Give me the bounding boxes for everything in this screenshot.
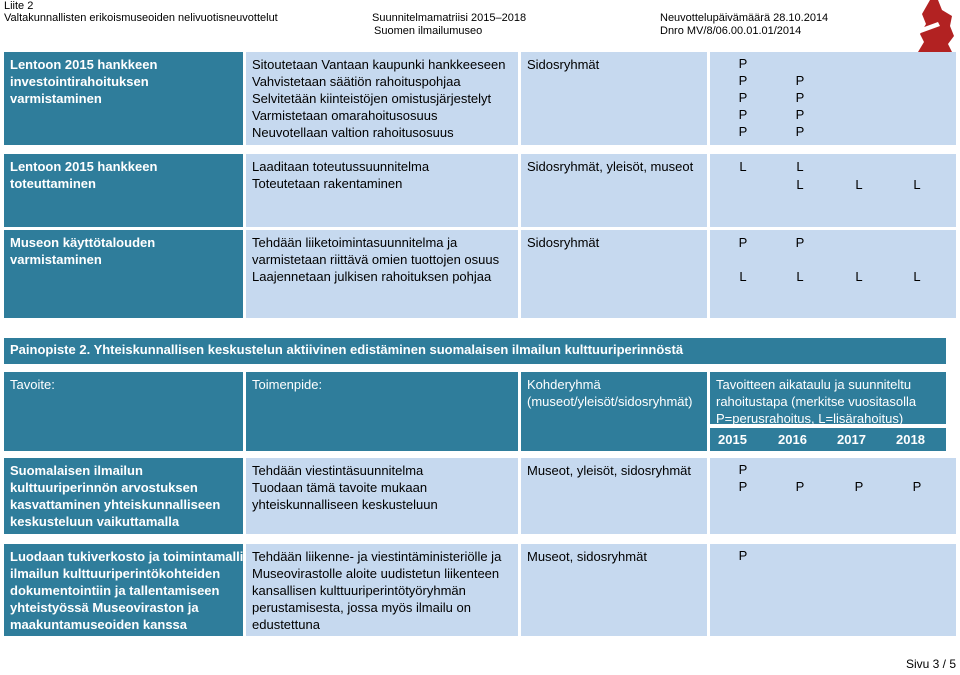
focus-area-text: Painopiste 2. Yhteiskunnallisen keskustelun aktiivinen edistäminen suomalaisen ilmailun kulttuuriperinnöstä — [10, 342, 684, 357]
mark-p: P — [738, 107, 748, 122]
mark-l: L — [796, 159, 804, 174]
action-line: Neuvotellaan valtion rahoitusosuus — [252, 125, 454, 140]
negotiation-date: Neuvottelupäivämäärä 28.10.2014 — [660, 12, 829, 24]
goal-cell — [4, 154, 243, 227]
action-line: Tehdään viestintäsuunnitelma — [252, 463, 424, 478]
mark-p: P — [738, 73, 748, 88]
organization-title: Valtakunnallisten erikoismuseoiden nelivuotisneuvottelut — [4, 12, 278, 24]
museum-name: Suomen ilmailumuseo — [374, 25, 483, 37]
mark-p: P — [738, 56, 748, 71]
header-goal — [4, 372, 243, 451]
page-number: Sivu 3 / 5 — [905, 657, 956, 671]
mark-p: P — [738, 548, 748, 563]
attachment-label: Liite 2 — [4, 0, 34, 12]
header-schedule-line: P=perusrahoitus, L=lisärahoitus) — [716, 411, 904, 426]
goal-text: Museon käyttötalouden varmistaminen — [10, 235, 156, 267]
action-cell — [246, 52, 518, 145]
target-text: Museot, yleisöt, sidosryhmät — [527, 463, 692, 478]
goal-cell — [4, 544, 243, 636]
action-line: yhteiskunnalliseen keskusteluun — [252, 497, 438, 512]
focus-area-heading — [4, 338, 946, 364]
header-action-label: Toimenpide: — [252, 377, 323, 392]
header-target — [521, 372, 707, 451]
record-number: Dnro MV/8/06.00.01.01/2014 — [660, 25, 802, 37]
header-schedule-line: rahoitustapa (merkitse vuositasolla — [716, 394, 917, 409]
goal-line: Suomalaisen ilmailun — [10, 463, 143, 478]
target-cell — [521, 544, 707, 636]
action-line: Tehdään liikenne- ja viestintäministeriölle ja — [252, 549, 502, 564]
action-cell — [246, 458, 518, 534]
mark-p: P — [738, 124, 748, 139]
header-action — [246, 372, 518, 451]
mark-p: P — [738, 235, 748, 250]
mark-l: L — [796, 177, 804, 192]
header-schedule — [710, 372, 946, 424]
header-target-label: Kohderyhmä — [527, 377, 601, 392]
year-2017: 2017 — [837, 432, 866, 447]
mark-p: P — [795, 124, 805, 139]
target-text: Sidosryhmät, yleisöt, museot — [527, 159, 694, 174]
mark-p: P — [795, 235, 805, 250]
goal-line: ilmailun kulttuuriperintökohteiden — [10, 566, 221, 581]
goal-cell — [4, 458, 243, 534]
action-line: Museovirastolle aloite uudistetun liikenteen — [252, 566, 500, 581]
action-cell — [246, 544, 518, 636]
matrix-title: Suunnitelmamatriisi 2015–2018 — [372, 12, 527, 24]
goal-cell — [4, 230, 243, 318]
goal-line: kasvattaminen yhteiskunnalliseen — [10, 497, 221, 512]
action-line: edustettuna — [252, 617, 320, 632]
action-line: Selvitetään kiinteistöjen omistusjärjestelyt — [252, 91, 492, 106]
mark-p: P — [795, 73, 805, 88]
mark-p: P — [795, 90, 805, 105]
goal-text: Lentoon 2015 hankkeen investointirahoituksen varmistaminen — [10, 57, 158, 106]
goal-text: Lentoon 2015 hankkeen toteuttaminen — [10, 159, 158, 191]
mark-p: P — [795, 479, 805, 494]
year-2018: 2018 — [896, 432, 925, 447]
header-schedule-line: Tavoitteen aikataulu ja suunniteltu — [716, 377, 912, 392]
action-line: varmistetaan riittävä omien tuottojen osuus — [252, 252, 500, 267]
target-text: Sidosryhmät — [527, 235, 600, 250]
mark-p: P — [854, 479, 864, 494]
action-line: perustamisesta, jossa myös ilmailu on — [252, 600, 471, 615]
mark-l: L — [739, 269, 747, 284]
goal-cell — [4, 52, 243, 145]
goal-line: kulttuuriperinnön arvostuksen — [10, 480, 198, 495]
action-cell — [246, 154, 518, 227]
mark-p: P — [738, 479, 748, 494]
goal-line: keskusteluun vaikuttamalla — [10, 514, 180, 529]
mark-l: L — [913, 269, 921, 284]
year-2015: 2015 — [718, 432, 747, 447]
action-line: Toteutetaan rakentaminen — [252, 176, 403, 191]
goal-line: dokumentointiin ja tallentamiseen — [10, 583, 220, 598]
mark-l: L — [855, 177, 863, 192]
mark-l: L — [855, 269, 863, 284]
mark-l: L — [913, 177, 921, 192]
action-line: Laaditaan toteutussuunnitelma — [252, 159, 430, 174]
target-cell — [521, 52, 707, 145]
action-line: Tehdään liiketoimintasuunnitelma ja — [252, 235, 458, 250]
target-cell — [521, 230, 707, 318]
target-text: Sidosryhmät — [527, 57, 600, 72]
year-2016: 2016 — [778, 432, 807, 447]
mark-p: P — [912, 479, 922, 494]
action-line: Vahvistetaan säätiön rahoituspohjaa — [252, 74, 461, 89]
action-line: Laajennetaan julkisen rahoituksen pohjaa — [252, 269, 492, 284]
mark-l: L — [739, 159, 747, 174]
goal-line: yhteistyössä Museoviraston ja — [10, 600, 199, 615]
action-line: kansallisen kulttuuriperintötyöryhmän — [252, 583, 466, 598]
action-line: Tuodaan tämä tavoite mukaan — [252, 480, 428, 495]
header-goal-label: Tavoite: — [10, 377, 55, 392]
mark-p: P — [738, 90, 748, 105]
action-cell — [246, 230, 518, 318]
goal-line: maakuntamuseoiden kanssa — [10, 617, 188, 632]
target-cell — [521, 154, 707, 227]
header-target-sub: (museot/yleisöt/sidosryhmät) — [527, 394, 693, 409]
mark-l: L — [796, 269, 804, 284]
action-line: Varmistetaan omarahoitusosuus — [252, 108, 438, 123]
target-text: Museot, sidosryhmät — [527, 549, 647, 564]
action-line: Sitoutetaan Vantaan kaupunki hankkeeseen — [252, 57, 506, 72]
mark-p: P — [738, 462, 748, 477]
museum-logo — [908, 0, 958, 52]
mark-p: P — [795, 107, 805, 122]
target-cell — [521, 458, 707, 534]
goal-line: Luodaan tukiverkosto ja toimintamalli — [10, 549, 244, 564]
